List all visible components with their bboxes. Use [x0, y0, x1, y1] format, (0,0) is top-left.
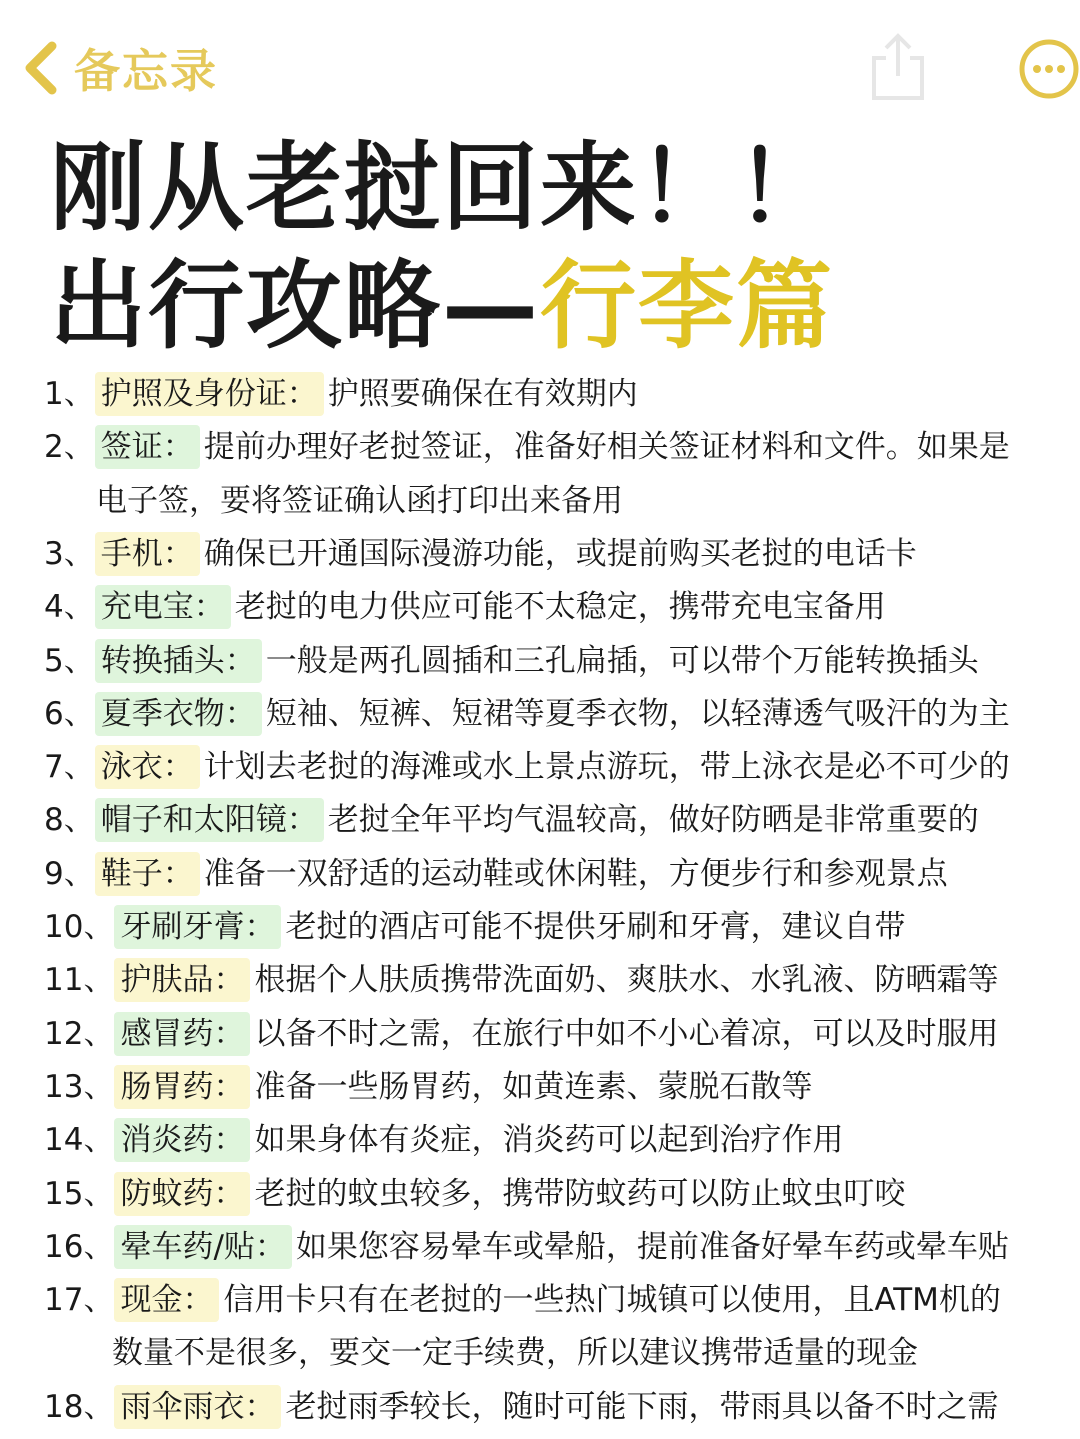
- item-number: 18、: [44, 1388, 115, 1425]
- item-tag: 现金：: [114, 1278, 219, 1322]
- item-tag: 护肤品：: [114, 958, 250, 1002]
- item-tag: 转换插头：: [95, 639, 262, 683]
- list-item: [44, 1008, 1074, 1060]
- item-text: 如果身体有炎症，消炎药可以起到治疗作用: [254, 1122, 844, 1159]
- list-item: [44, 1061, 1074, 1113]
- item-text: 老挝的酒店可能不提供牙刷和牙膏，建议自带: [285, 909, 906, 945]
- item-tag: 鞋子：: [95, 852, 200, 896]
- item-tag: 牙刷牙膏：: [114, 905, 281, 949]
- list-item: [44, 848, 1074, 900]
- item-text: 老挝雨季较长，随时可能下雨，带雨具以备不时之需: [285, 1388, 999, 1425]
- item-tag: 签证：: [95, 425, 200, 469]
- list-item: [44, 794, 1074, 846]
- list-item: [44, 1274, 1074, 1326]
- item-text-continued: 电子签，要将签证确认函打印出来备用: [96, 482, 623, 519]
- item-tag: 晕车药/贴：: [114, 1225, 291, 1269]
- share-icon: [866, 87, 930, 106]
- item-tag: 手机：: [95, 532, 200, 576]
- item-number: 7、: [44, 749, 95, 786]
- item-text: 准备一些肠胃药，如黄连素、蒙脱石散等: [254, 1068, 813, 1105]
- item-text: 一般是两孔圆插和三孔扁插，可以带个万能转换插头: [265, 642, 979, 679]
- item-text: 计划去老挝的海滩或水上景点游玩，带上泳衣是必不可少的: [203, 749, 1010, 786]
- item-tag: 防蚊药：: [114, 1172, 250, 1216]
- item-number: 3、: [44, 535, 95, 572]
- item-text-continued: 数量不是很多，要交一定手续费，所以建议携带适量的现金: [112, 1335, 918, 1372]
- more-icon: [1018, 85, 1080, 104]
- item-text: 准备一双舒适的运动鞋或休闲鞋，方便步行和参观景点: [203, 855, 948, 892]
- item-number: 12、: [44, 1015, 115, 1052]
- item-number: 1、: [44, 376, 95, 412]
- item-tag: 充电宝：: [95, 585, 231, 629]
- item-number: 6、: [44, 695, 95, 732]
- list-item: [44, 1114, 1074, 1166]
- item-tag: 帽子和太阳镜：: [95, 798, 324, 842]
- list-item: [44, 1221, 1074, 1273]
- title-accent: 行李篇: [540, 250, 834, 362]
- item-tag: 雨伞雨衣：: [114, 1385, 281, 1429]
- back-label: 备忘录: [74, 44, 218, 98]
- item-tag: 感冒药：: [114, 1012, 250, 1056]
- list-item: [44, 368, 1074, 420]
- list-item: [44, 1381, 1074, 1433]
- list-item: [44, 635, 1074, 687]
- page-title-line2: [50, 250, 1070, 362]
- list-item: [44, 954, 1074, 1006]
- list-item: [44, 421, 1074, 473]
- item-number: 5、: [44, 642, 95, 679]
- list-item: [44, 1168, 1074, 1220]
- item-text: 以备不时之需，在旅行中如不小心着凉，可以及时服用: [254, 1015, 999, 1052]
- item-text: 短袖、短裤、短裙等夏季衣物，以轻薄透气吸汗的为主: [265, 695, 1010, 732]
- list-item: [44, 581, 1074, 633]
- item-number: 9、: [44, 855, 95, 892]
- item-text: 老挝全年平均气温较高，做好防晒是非常重要的: [327, 802, 979, 839]
- back-button[interactable]: [18, 30, 218, 106]
- item-text: 确保已开通国际漫游功能，或提前购买老挝的电话卡: [203, 535, 917, 572]
- top-bar: [0, 0, 1080, 130]
- list-item: [44, 741, 1074, 793]
- item-text: 提前办理好老挝签证，准备好相关签证材料和文件。如果是: [203, 429, 1010, 466]
- list-item: [44, 901, 1074, 953]
- item-number: 10、: [44, 909, 115, 945]
- list-item: [44, 528, 1074, 580]
- item-number: 4、: [44, 589, 95, 626]
- item-tag: 夏季衣物：: [95, 692, 262, 736]
- item-tag: 消炎药：: [114, 1118, 250, 1162]
- item-text: 老挝的电力供应可能不太稳定，携带充电宝备用: [234, 589, 886, 626]
- item-number: 13、: [44, 1068, 115, 1105]
- item-tag: 护照及身份证：: [95, 372, 324, 416]
- item-text: 老挝的蚊虫较多，携带防蚊药可以防止蚊虫叮咬: [254, 1175, 906, 1212]
- item-text: 信用卡只有在老挝的一些热门城镇可以使用，且ATM机的: [223, 1282, 1001, 1319]
- title-prefix: 出行攻略—: [50, 250, 540, 362]
- share-button[interactable]: [866, 30, 930, 102]
- item-number: 11、: [44, 962, 115, 999]
- item-text: 如果您容易晕车或晕船，提前准备好晕车药或晕车贴: [295, 1228, 1009, 1265]
- item-text: 护照要确保在有效期内: [327, 376, 638, 412]
- item-number: 17、: [44, 1282, 115, 1319]
- item-number: 15、: [44, 1175, 115, 1212]
- item-text: 根据个人肤质携带洗面奶、爽肤水、水乳液、防晒霜等: [254, 962, 999, 999]
- chevron-left-icon: [18, 38, 62, 98]
- page-title-line1: 刚从老挝回来！！: [50, 132, 834, 244]
- item-tag: 肠胃药：: [114, 1065, 250, 1109]
- more-button[interactable]: [1018, 38, 1080, 100]
- item-number: 14、: [44, 1122, 115, 1159]
- item-number: 16、: [44, 1228, 115, 1265]
- list-item: [44, 688, 1074, 740]
- item-number: 8、: [44, 802, 95, 839]
- item-tag: 泳衣：: [95, 745, 200, 789]
- item-number: 2、: [44, 429, 95, 466]
